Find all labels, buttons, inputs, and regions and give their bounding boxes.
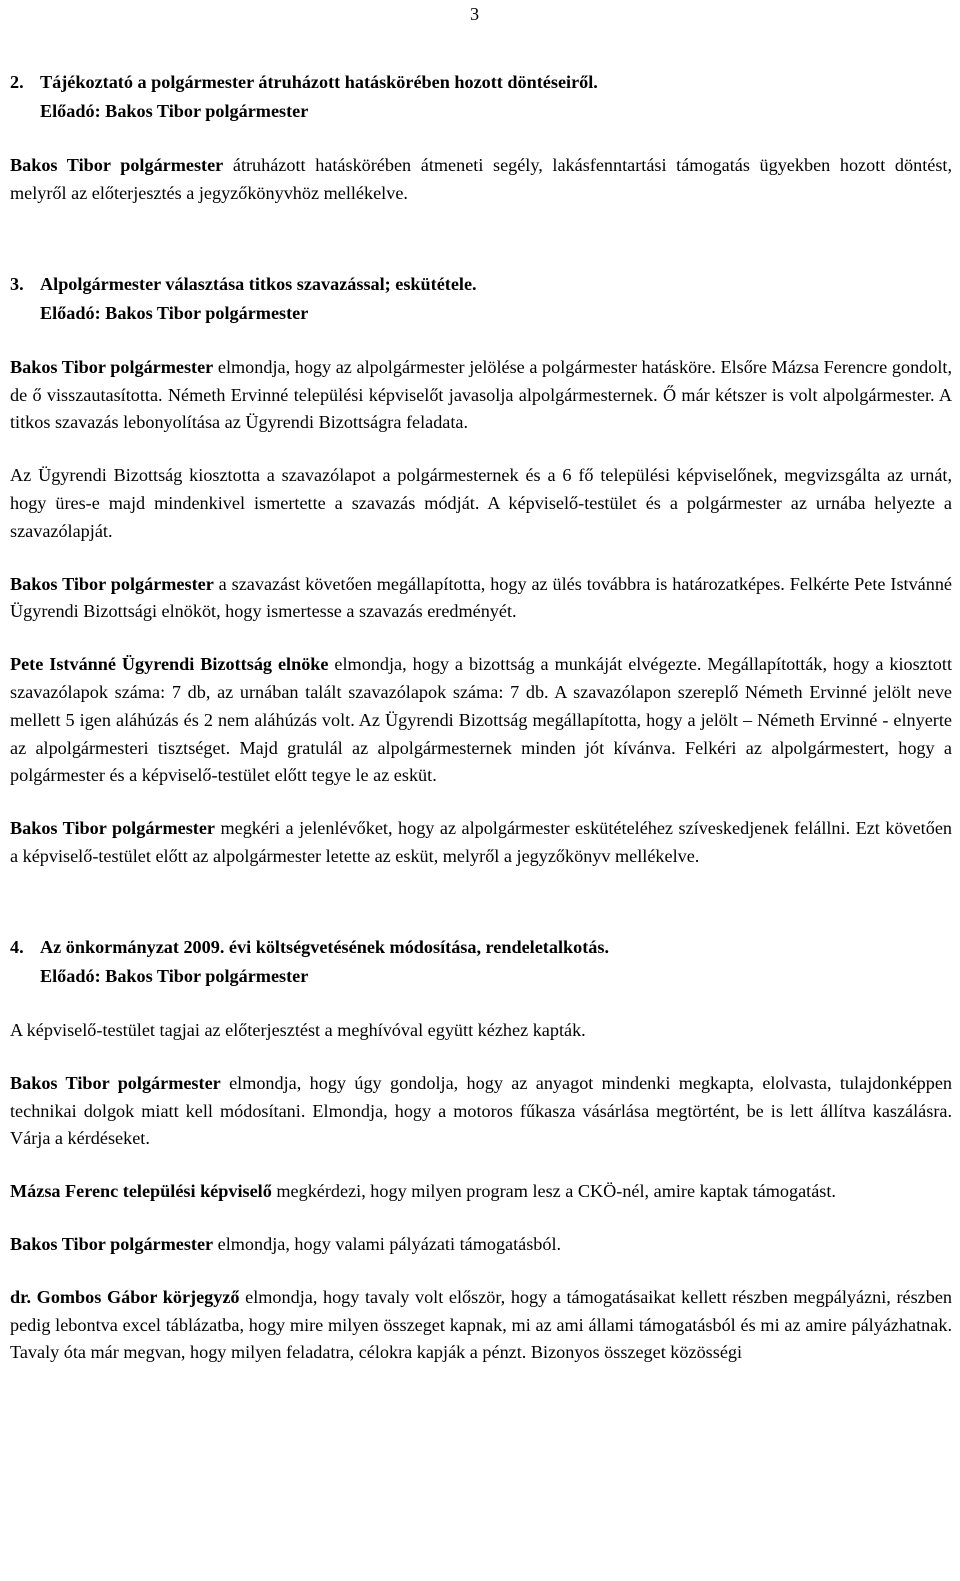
paragraph-text: elmondja, hogy az alpolgármester jelölése a polgármester hatásköre. Elsőre Mázsa Ferencre gondolt, de ő visszautasította. Németh Ervinné települési képviselőt javasolja alpolgármesternek. Ő már kétszer is volt alpolgármester. A titkos szavazás lebonyolítása az Ügyrendi Bizottságra feladata.	[10, 356, 952, 433]
speaker-name: Bakos Tibor polgármester	[10, 1072, 221, 1093]
speaker-name: Bakos Tibor polgármester	[10, 155, 224, 175]
paragraph	[10, 354, 952, 437]
speaker-name: Bakos Tibor polgármester	[10, 1233, 214, 1254]
paragraph-text: A képviselő-testület tagjai az előterjesztést a meghívóval együtt kézhez kapták.	[10, 1019, 586, 1040]
document-body	[10, 68, 952, 1385]
presenter-line: Előadó: Bakos Tibor polgármester	[40, 965, 309, 986]
agenda-item-2	[10, 68, 952, 208]
agenda-item-heading	[10, 270, 952, 299]
page-number: 3	[470, 4, 480, 24]
agenda-item-heading	[10, 68, 952, 97]
speaker-name: Bakos Tibor polgármester	[10, 818, 215, 839]
presenter-line: Előadó: Bakos Tibor polgármester	[40, 101, 309, 121]
agenda-item-4	[10, 933, 952, 1367]
paragraph-text: a szavazást követően megállapította, hogy az ülés továbbra is határozatképes. Felkérte Pete Istvánné Ügyrendi Bizottsági elnököt, hogy ismertesse a szavazás eredményét.	[10, 573, 952, 622]
speaker-name: Bakos Tibor polgármester	[10, 356, 214, 377]
speaker-name: Pete Istvánné Ügyrendi Bizottság elnöke	[10, 654, 329, 675]
paragraph	[10, 152, 952, 208]
speaker-name: dr. Gombos Gábor körjegyző	[10, 1286, 240, 1307]
paragraph	[10, 651, 952, 790]
paragraph-text: Az Ügyrendi Bizottság kiosztotta a szavazólapot a polgármesternek és a 6 fő települési képviselőnek, megvizsgálta az urnát, hogy üres-e majd mindenkivel ismertette a szavazás módját. A képviselő-testület és a polgármester az urnába helyezte a szavazólapját.	[10, 465, 952, 541]
paragraph-text: átruházott hatáskörében átmeneti segély, lakásfenntartási támogatás ügyekben hozott döntést, melyről az előterjesztés a jegyzőkönyvhöz mellékelve.	[10, 155, 953, 203]
agenda-item-number: 2.	[10, 72, 24, 92]
paragraph-text: elmondja, hogy a bizottság a munkáját elvégezte. Megállapították, hogy a kiosztott szavazólapok száma: 7 db, az urnában talált szavazólapok száma: 7 db. A szavazólapon szereplő Németh Ervinné jelölt neve mellett 5 igen aláhúzás és 2 nem aláhúzás volt. Az Ügyrendi Bizottság megállapította, hogy a jelölt – Németh Ervinné - elnyerte az alpolgármesteri tisztséget. Majd gratulál az alpolgármesternek minden jót kívánva. Felkéri az alpolgármestert, hogy a polgármester és a képviselő-testület előtt tegye le az esküt.	[10, 654, 952, 786]
agenda-item-title: Tájékoztató a polgármester átruházott hatáskörében hozott döntéseiről.	[40, 72, 598, 92]
paragraph	[10, 462, 952, 545]
agenda-item-number: 3.	[10, 273, 24, 294]
paragraph	[10, 1231, 952, 1259]
agenda-item-3	[10, 270, 952, 871]
paragraph	[10, 1070, 952, 1153]
paragraph-text: megkéri a jelenlévőket, hogy az alpolgármester eskütételéhez szíveskedjenek felállni. Ezt követően a képviselő-testület előtt az alpolgármester letette az esküt, melyről a jegyzőkönyv mellékelve.	[10, 818, 952, 866]
speaker-name: Mázsa Ferenc települési képviselő	[10, 1181, 272, 1202]
speaker-name: Bakos Tibor polgármester	[10, 573, 214, 594]
agenda-item-title: Alpolgármester választása titkos szavazással; eskütétele.	[40, 273, 477, 294]
presenter-line: Előadó: Bakos Tibor polgármester	[40, 302, 309, 323]
paragraph-text: elmondja, hogy valami pályázati támogatásból.	[213, 1233, 562, 1254]
paragraph	[10, 815, 952, 871]
paragraph-text: elmondja, hogy úgy gondolja, hogy az anyagot mindenki megkapta, elolvasta, tulajdonképpen technikai dolgok miatt kell módosítani. Elmondja, hogy a motoros fűkasza vásárlása megtörtént, be is lett állítva kaszálásra. Várja a kérdéseket.	[10, 1072, 952, 1149]
paragraph	[10, 1284, 952, 1367]
agenda-item-heading	[10, 933, 952, 962]
paragraph	[10, 571, 952, 627]
paragraph	[10, 1017, 952, 1045]
paragraph	[10, 1178, 952, 1206]
agenda-item-number: 4.	[10, 936, 24, 957]
paragraph-text: elmondja, hogy tavaly volt először, hogy a támogatásaikat kellett részben megpályázni, részben pedig lebontva excel táblázatba, hogy mire milyen összeget kapnak, mi az ami állami támogatásból és mi az amire pályázhatnak. Tavaly óta már megvan, hogy milyen feladatra, célokra kapják a pénzt. Bizonyos összeget közösségi	[10, 1286, 953, 1363]
paragraph-text: megkérdezi, hogy milyen program lesz a CKÖ-nél, amire kaptak támogatást.	[271, 1181, 836, 1202]
agenda-item-title: Az önkormányzat 2009. évi költségvetésének módosítása, rendeletalkotás.	[40, 936, 609, 957]
